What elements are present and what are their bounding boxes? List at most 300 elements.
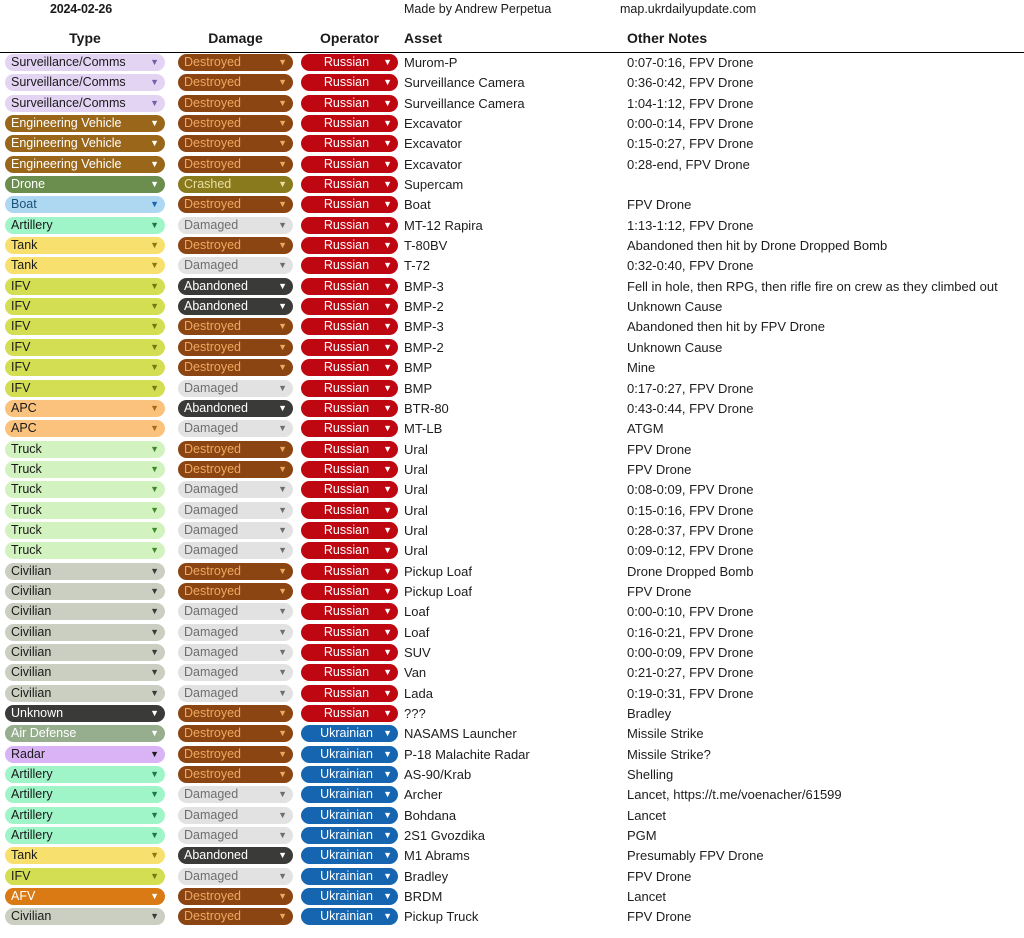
damage-dropdown[interactable]	[178, 685, 293, 702]
operator-dropdown[interactable]	[301, 705, 398, 722]
damage-dropdown-label: Destroyed	[184, 55, 241, 69]
chevron-down-icon[interactable]: ▼	[278, 504, 287, 515]
damage-dropdown[interactable]	[178, 766, 293, 783]
chevron-down-icon[interactable]: ▼	[278, 402, 287, 413]
operator-dropdown[interactable]	[301, 257, 398, 274]
damage-dropdown[interactable]	[178, 868, 293, 885]
asset-cell: MT-12 Rapira	[404, 217, 483, 233]
chevron-down-icon[interactable]: ▼	[383, 240, 392, 251]
damage-dropdown[interactable]	[178, 888, 293, 905]
operator-dropdown[interactable]	[301, 237, 398, 254]
chevron-down-icon[interactable]: ▼	[383, 219, 392, 230]
chevron-down-icon[interactable]: ▼	[278, 301, 287, 312]
other-notes-cell: 0:00-0:10, FPV Drone	[627, 604, 754, 620]
type-dropdown[interactable]	[5, 502, 165, 519]
damage-dropdown-label: Damaged	[184, 217, 239, 232]
chevron-down-icon[interactable]: ▼	[383, 382, 392, 393]
chevron-down-icon[interactable]: ▼	[150, 402, 159, 413]
type-dropdown[interactable]	[5, 847, 165, 864]
operator-dropdown[interactable]	[301, 156, 398, 173]
type-dropdown[interactable]	[5, 380, 165, 397]
damage-dropdown[interactable]	[178, 156, 293, 173]
type-dropdown-label: Boat	[11, 197, 37, 212]
chevron-down-icon[interactable]: ▼	[383, 687, 392, 698]
chevron-down-icon[interactable]: ▼	[278, 687, 287, 698]
table-row	[0, 663, 1024, 683]
type-dropdown[interactable]	[5, 156, 165, 173]
chevron-down-icon[interactable]: ▼	[150, 97, 159, 108]
operator-dropdown[interactable]	[301, 624, 398, 641]
table-row	[0, 867, 1024, 887]
chevron-down-icon[interactable]: ▼	[150, 179, 159, 190]
operator-dropdown-label: Ukrainian	[320, 848, 373, 863]
operator-dropdown[interactable]	[301, 318, 398, 335]
operator-dropdown[interactable]	[301, 481, 398, 498]
damage-dropdown-label: Damaged	[184, 828, 239, 843]
chevron-down-icon[interactable]: ▼	[278, 524, 287, 535]
type-dropdown[interactable]	[5, 542, 165, 559]
chevron-down-icon[interactable]: ▼	[278, 789, 287, 800]
chevron-down-icon[interactable]: ▼	[278, 443, 287, 454]
type-dropdown[interactable]	[5, 420, 165, 437]
chevron-down-icon[interactable]: ▼	[278, 606, 287, 617]
chevron-down-icon[interactable]: ▼	[383, 809, 392, 820]
chevron-down-icon[interactable]: ▼	[278, 545, 287, 556]
chevron-down-icon[interactable]: ▼	[150, 240, 159, 251]
other-notes-cell: 0:08-0:09, FPV Drone	[627, 482, 754, 498]
chevron-down-icon[interactable]: ▼	[278, 646, 287, 657]
damage-dropdown[interactable]	[178, 278, 293, 295]
chevron-down-icon[interactable]: ▼	[278, 382, 287, 393]
asset-cell: BMP	[404, 360, 433, 376]
damage-dropdown[interactable]	[178, 217, 293, 234]
chevron-down-icon[interactable]: ▼	[383, 463, 392, 474]
damage-dropdown[interactable]	[178, 196, 293, 213]
type-dropdown[interactable]	[5, 481, 165, 498]
type-dropdown[interactable]	[5, 746, 165, 763]
damage-dropdown[interactable]	[178, 54, 293, 71]
chevron-down-icon[interactable]: ▼	[383, 199, 392, 210]
operator-dropdown[interactable]	[301, 807, 398, 824]
chevron-down-icon[interactable]: ▼	[383, 911, 392, 922]
damage-dropdown[interactable]	[178, 807, 293, 824]
damage-dropdown[interactable]	[178, 420, 293, 437]
operator-dropdown-label: Russian	[323, 238, 370, 253]
damage-dropdown-label: Destroyed	[184, 461, 241, 476]
damage-dropdown[interactable]	[178, 95, 293, 112]
type-dropdown[interactable]	[5, 827, 165, 844]
type-dropdown[interactable]	[5, 461, 165, 478]
operator-dropdown-label: Russian	[323, 55, 370, 69]
type-dropdown[interactable]	[5, 685, 165, 702]
chevron-down-icon[interactable]: ▼	[383, 97, 392, 108]
chevron-down-icon[interactable]: ▼	[383, 423, 392, 434]
operator-dropdown[interactable]	[301, 725, 398, 742]
type-dropdown[interactable]	[5, 868, 165, 885]
chevron-down-icon[interactable]: ▼	[150, 484, 159, 495]
chevron-down-icon[interactable]: ▼	[383, 850, 392, 861]
damage-dropdown[interactable]	[178, 257, 293, 274]
chevron-down-icon[interactable]: ▼	[383, 524, 392, 535]
chevron-down-icon[interactable]: ▼	[383, 301, 392, 312]
chevron-down-icon[interactable]: ▼	[150, 850, 159, 861]
chevron-down-icon[interactable]: ▼	[150, 891, 159, 902]
chevron-down-icon[interactable]: ▼	[383, 769, 392, 780]
chevron-down-icon[interactable]: ▼	[278, 748, 287, 759]
chevron-down-icon[interactable]: ▼	[278, 850, 287, 861]
chevron-down-icon[interactable]: ▼	[383, 280, 392, 291]
damage-dropdown[interactable]	[178, 664, 293, 681]
damage-dropdown[interactable]	[178, 115, 293, 132]
damage-dropdown[interactable]	[178, 522, 293, 539]
chevron-down-icon[interactable]: ▼	[278, 484, 287, 495]
operator-dropdown[interactable]	[301, 847, 398, 864]
operator-dropdown[interactable]	[301, 908, 398, 925]
type-dropdown[interactable]	[5, 807, 165, 824]
chevron-down-icon[interactable]: ▼	[278, 240, 287, 251]
type-dropdown[interactable]	[5, 74, 165, 91]
chevron-down-icon[interactable]: ▼	[150, 362, 159, 373]
chevron-down-icon[interactable]: ▼	[150, 382, 159, 393]
chevron-down-icon[interactable]: ▼	[150, 667, 159, 678]
chevron-down-icon[interactable]: ▼	[150, 626, 159, 637]
damage-dropdown[interactable]	[178, 339, 293, 356]
operator-dropdown[interactable]	[301, 542, 398, 559]
damage-dropdown[interactable]	[178, 705, 293, 722]
chevron-down-icon[interactable]: ▼	[383, 748, 392, 759]
asset-cell: Ural	[404, 543, 428, 559]
type-dropdown[interactable]	[5, 54, 165, 71]
operator-dropdown[interactable]	[301, 563, 398, 580]
chevron-down-icon[interactable]: ▼	[278, 280, 287, 291]
operator-dropdown[interactable]	[301, 644, 398, 661]
type-dropdown[interactable]	[5, 135, 165, 152]
chevron-down-icon[interactable]: ▼	[150, 57, 159, 67]
chevron-down-icon[interactable]: ▼	[150, 708, 159, 718]
chevron-down-icon[interactable]: ▼	[278, 585, 287, 596]
top-meta-bar	[0, 0, 1024, 30]
type-dropdown[interactable]	[5, 257, 165, 274]
chevron-down-icon[interactable]: ▼	[278, 260, 287, 271]
type-dropdown[interactable]	[5, 725, 165, 742]
asset-cell: Surveillance Camera	[404, 75, 525, 91]
chevron-down-icon[interactable]: ▼	[150, 545, 159, 556]
chevron-down-icon[interactable]: ▼	[150, 585, 159, 596]
chevron-down-icon[interactable]: ▼	[383, 158, 392, 169]
damage-dropdown[interactable]	[178, 624, 293, 641]
other-notes-cell: 1:13-1:12, FPV Drone	[627, 217, 754, 233]
damage-dropdown[interactable]	[178, 908, 293, 925]
type-dropdown[interactable]	[5, 603, 165, 620]
chevron-down-icon[interactable]: ▼	[278, 911, 287, 922]
chevron-down-icon[interactable]: ▼	[383, 138, 392, 149]
other-notes-cell: 0:28-end, FPV Drone	[627, 156, 750, 172]
chevron-down-icon[interactable]: ▼	[383, 646, 392, 657]
chevron-down-icon[interactable]: ▼	[383, 891, 392, 902]
type-dropdown[interactable]	[5, 888, 165, 905]
operator-dropdown[interactable]	[301, 380, 398, 397]
type-dropdown[interactable]	[5, 705, 165, 722]
operator-dropdown-label: Russian	[323, 461, 370, 476]
operator-dropdown[interactable]	[301, 827, 398, 844]
chevron-down-icon[interactable]: ▼	[383, 667, 392, 678]
chevron-down-icon[interactable]: ▼	[150, 687, 159, 698]
chevron-down-icon[interactable]: ▼	[278, 199, 287, 210]
operator-dropdown[interactable]	[301, 786, 398, 803]
chevron-down-icon[interactable]: ▼	[150, 606, 159, 617]
type-dropdown-label: IFV	[11, 380, 31, 395]
operator-dropdown-label: Russian	[323, 583, 370, 598]
chevron-down-icon[interactable]: ▼	[150, 524, 159, 535]
chevron-down-icon[interactable]: ▼	[383, 321, 392, 332]
damage-dropdown[interactable]	[178, 461, 293, 478]
damage-dropdown[interactable]	[178, 359, 293, 376]
operator-dropdown[interactable]	[301, 868, 398, 885]
chevron-down-icon[interactable]: ▼	[383, 870, 392, 881]
operator-dropdown[interactable]	[301, 196, 398, 213]
chevron-down-icon[interactable]: ▼	[150, 260, 159, 271]
chevron-down-icon[interactable]: ▼	[383, 545, 392, 556]
chevron-down-icon[interactable]: ▼	[383, 260, 392, 271]
type-dropdown[interactable]	[5, 766, 165, 783]
chevron-down-icon[interactable]: ▼	[150, 911, 159, 922]
chevron-down-icon[interactable]: ▼	[150, 443, 159, 454]
chevron-down-icon[interactable]: ▼	[278, 321, 287, 332]
operator-dropdown[interactable]	[301, 278, 398, 295]
asset-cell: Boat	[404, 197, 431, 213]
type-dropdown-label: APC	[11, 421, 37, 436]
chevron-down-icon[interactable]: ▼	[278, 138, 287, 149]
chevron-down-icon[interactable]: ▼	[278, 97, 287, 108]
chevron-down-icon[interactable]: ▼	[383, 443, 392, 454]
operator-dropdown[interactable]	[301, 420, 398, 437]
operator-dropdown[interactable]	[301, 441, 398, 458]
type-dropdown[interactable]	[5, 115, 165, 132]
type-dropdown[interactable]	[5, 563, 165, 580]
chevron-down-icon[interactable]: ▼	[383, 179, 392, 190]
chevron-down-icon[interactable]: ▼	[150, 830, 159, 841]
chevron-down-icon[interactable]: ▼	[278, 219, 287, 230]
damage-dropdown[interactable]	[178, 481, 293, 498]
chevron-down-icon[interactable]: ▼	[383, 708, 392, 718]
damage-dropdown[interactable]	[178, 786, 293, 803]
type-dropdown[interactable]	[5, 339, 165, 356]
chevron-down-icon[interactable]: ▼	[383, 341, 392, 352]
chevron-down-icon[interactable]: ▼	[278, 728, 287, 739]
chevron-down-icon[interactable]: ▼	[150, 769, 159, 780]
other-notes-cell: FPV Drone	[627, 441, 692, 457]
asset-cell: Bohdana	[404, 807, 457, 823]
table-row	[0, 53, 1024, 73]
damage-dropdown[interactable]	[178, 644, 293, 661]
chevron-down-icon[interactable]: ▼	[150, 870, 159, 881]
type-dropdown[interactable]	[5, 95, 165, 112]
chevron-down-icon[interactable]: ▼	[150, 423, 159, 434]
type-dropdown[interactable]	[5, 196, 165, 213]
operator-dropdown[interactable]	[301, 339, 398, 356]
type-dropdown[interactable]	[5, 441, 165, 458]
operator-dropdown-label: Russian	[323, 685, 370, 700]
damage-dropdown[interactable]	[178, 441, 293, 458]
operator-dropdown[interactable]	[301, 522, 398, 539]
operator-dropdown[interactable]	[301, 54, 398, 71]
operator-dropdown[interactable]	[301, 115, 398, 132]
operator-dropdown[interactable]	[301, 359, 398, 376]
chevron-down-icon[interactable]: ▼	[383, 118, 392, 129]
type-dropdown[interactable]	[5, 400, 165, 417]
other-notes-cell: Unknown Cause	[627, 299, 723, 315]
chevron-down-icon[interactable]: ▼	[278, 423, 287, 434]
type-dropdown[interactable]	[5, 908, 165, 925]
chevron-down-icon[interactable]: ▼	[383, 402, 392, 413]
other-notes-cell: FPV Drone	[627, 197, 692, 213]
chevron-down-icon[interactable]: ▼	[278, 463, 287, 474]
chevron-down-icon[interactable]: ▼	[383, 362, 392, 373]
type-dropdown[interactable]	[5, 624, 165, 641]
damage-dropdown[interactable]	[178, 318, 293, 335]
damage-dropdown[interactable]	[178, 74, 293, 91]
other-notes-cell: Unknown Cause	[627, 339, 723, 355]
other-notes-cell: Missile Strike	[627, 726, 704, 742]
chevron-down-icon[interactable]: ▼	[150, 504, 159, 515]
chevron-down-icon[interactable]: ▼	[150, 219, 159, 230]
type-dropdown[interactable]	[5, 176, 165, 193]
chevron-down-icon[interactable]: ▼	[150, 77, 159, 88]
damage-dropdown[interactable]	[178, 563, 293, 580]
damage-dropdown[interactable]	[178, 603, 293, 620]
operator-dropdown[interactable]	[301, 135, 398, 152]
chevron-down-icon[interactable]: ▼	[150, 118, 159, 129]
chevron-down-icon[interactable]: ▼	[278, 341, 287, 352]
damage-dropdown[interactable]	[178, 583, 293, 600]
damage-dropdown[interactable]	[178, 237, 293, 254]
asset-cell: SUV	[404, 644, 431, 660]
chevron-down-icon[interactable]: ▼	[150, 321, 159, 332]
operator-dropdown[interactable]	[301, 95, 398, 112]
operator-dropdown[interactable]	[301, 298, 398, 315]
chevron-down-icon[interactable]: ▼	[383, 606, 392, 617]
chevron-down-icon[interactable]: ▼	[278, 708, 287, 718]
chevron-down-icon[interactable]: ▼	[278, 118, 287, 129]
type-dropdown-label: IFV	[11, 339, 31, 354]
chevron-down-icon[interactable]: ▼	[278, 830, 287, 841]
type-dropdown[interactable]	[5, 664, 165, 681]
chevron-down-icon[interactable]: ▼	[150, 809, 159, 820]
chevron-down-icon[interactable]: ▼	[150, 138, 159, 149]
chevron-down-icon[interactable]: ▼	[278, 809, 287, 820]
operator-dropdown[interactable]	[301, 746, 398, 763]
chevron-down-icon[interactable]: ▼	[278, 158, 287, 169]
chevron-down-icon[interactable]: ▼	[383, 484, 392, 495]
chevron-down-icon[interactable]: ▼	[150, 341, 159, 352]
damage-dropdown[interactable]	[178, 847, 293, 864]
chevron-down-icon[interactable]: ▼	[383, 585, 392, 596]
chevron-down-icon[interactable]: ▼	[150, 463, 159, 474]
chevron-down-icon[interactable]: ▼	[278, 891, 287, 902]
chevron-down-icon[interactable]: ▼	[278, 179, 287, 190]
chevron-down-icon[interactable]: ▼	[278, 57, 287, 67]
operator-dropdown[interactable]	[301, 176, 398, 193]
chevron-down-icon[interactable]: ▼	[150, 789, 159, 800]
chevron-down-icon[interactable]: ▼	[150, 646, 159, 657]
chevron-down-icon[interactable]: ▼	[383, 728, 392, 739]
damage-dropdown[interactable]	[178, 725, 293, 742]
operator-dropdown-label: Ukrainian	[320, 787, 373, 802]
operator-dropdown[interactable]	[301, 603, 398, 620]
chevron-down-icon[interactable]: ▼	[383, 830, 392, 841]
chevron-down-icon[interactable]: ▼	[150, 748, 159, 759]
chevron-down-icon[interactable]: ▼	[150, 301, 159, 312]
operator-dropdown[interactable]	[301, 400, 398, 417]
table-row	[0, 358, 1024, 378]
chevron-down-icon[interactable]: ▼	[383, 504, 392, 515]
damage-dropdown[interactable]	[178, 400, 293, 417]
damage-dropdown[interactable]	[178, 135, 293, 152]
type-dropdown[interactable]	[5, 237, 165, 254]
chevron-down-icon[interactable]: ▼	[278, 667, 287, 678]
chevron-down-icon[interactable]: ▼	[150, 565, 159, 576]
operator-dropdown[interactable]	[301, 685, 398, 702]
chevron-down-icon[interactable]: ▼	[383, 565, 392, 576]
chevron-down-icon[interactable]: ▼	[150, 199, 159, 210]
damage-dropdown[interactable]	[178, 502, 293, 519]
chevron-down-icon[interactable]: ▼	[278, 77, 287, 88]
table-row	[0, 562, 1024, 582]
chevron-down-icon[interactable]: ▼	[383, 77, 392, 88]
type-dropdown[interactable]	[5, 786, 165, 803]
chevron-down-icon[interactable]: ▼	[278, 362, 287, 373]
operator-dropdown[interactable]	[301, 74, 398, 91]
type-dropdown[interactable]	[5, 217, 165, 234]
chevron-down-icon[interactable]: ▼	[150, 728, 159, 739]
table-row	[0, 907, 1024, 927]
damage-dropdown-label: Damaged	[184, 787, 239, 802]
type-dropdown[interactable]	[5, 318, 165, 335]
type-dropdown[interactable]	[5, 278, 165, 295]
damage-dropdown[interactable]	[178, 827, 293, 844]
type-dropdown[interactable]	[5, 522, 165, 539]
damage-dropdown[interactable]	[178, 298, 293, 315]
chevron-down-icon[interactable]: ▼	[383, 789, 392, 800]
operator-dropdown[interactable]	[301, 766, 398, 783]
chevron-down-icon[interactable]: ▼	[383, 626, 392, 637]
asset-cell: Archer	[404, 787, 443, 803]
operator-dropdown[interactable]	[301, 664, 398, 681]
chevron-down-icon[interactable]: ▼	[278, 769, 287, 780]
type-dropdown[interactable]	[5, 359, 165, 376]
operator-dropdown[interactable]	[301, 217, 398, 234]
chevron-down-icon[interactable]: ▼	[150, 158, 159, 169]
chevron-down-icon[interactable]: ▼	[278, 870, 287, 881]
table-row	[0, 317, 1024, 337]
type-dropdown[interactable]	[5, 298, 165, 315]
operator-dropdown[interactable]	[301, 461, 398, 478]
chevron-down-icon[interactable]: ▼	[278, 565, 287, 576]
damage-dropdown[interactable]	[178, 542, 293, 559]
operator-dropdown[interactable]	[301, 583, 398, 600]
chevron-down-icon[interactable]: ▼	[150, 280, 159, 291]
chevron-down-icon[interactable]: ▼	[278, 626, 287, 637]
chevron-down-icon[interactable]: ▼	[383, 57, 392, 67]
operator-dropdown[interactable]	[301, 502, 398, 519]
damage-dropdown-label: Destroyed	[184, 706, 241, 720]
damage-dropdown[interactable]	[178, 746, 293, 763]
type-dropdown[interactable]	[5, 644, 165, 661]
type-dropdown[interactable]	[5, 583, 165, 600]
damage-dropdown[interactable]	[178, 176, 293, 193]
damage-dropdown[interactable]	[178, 380, 293, 397]
operator-dropdown[interactable]	[301, 888, 398, 905]
